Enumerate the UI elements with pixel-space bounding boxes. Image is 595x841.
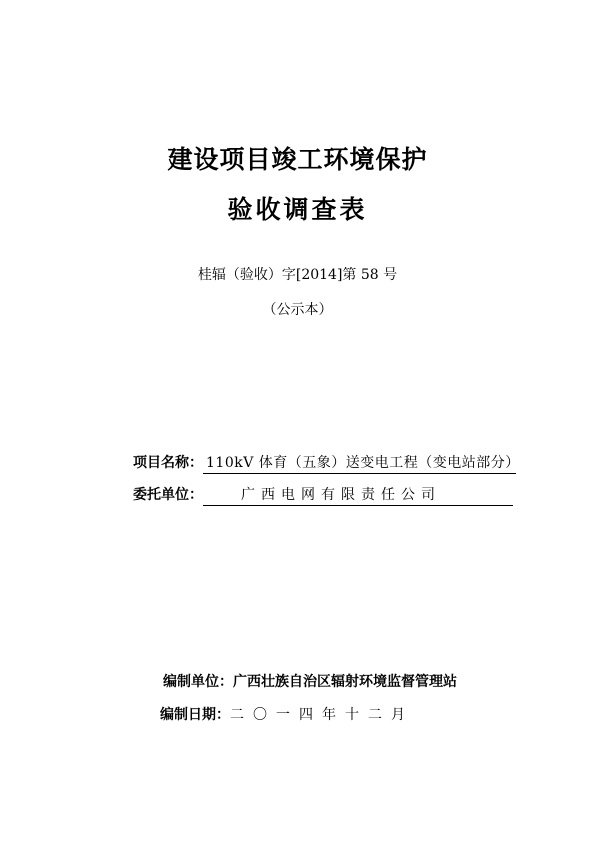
prepared-date-row <box>160 704 414 724</box>
project-name-row <box>133 452 520 472</box>
document-number: 桂辐（验收）字[2014]第 58 号 <box>197 267 398 283</box>
project-name-value: 110kV 体育（五象）送变电工程（变电站部分） <box>206 455 520 471</box>
project-name-field <box>203 452 520 474</box>
client-row <box>133 484 513 504</box>
prepared-by-value: 广西壮族自治区辐射环境监督管理站 <box>233 674 457 690</box>
public-copy-note: （公示本） <box>262 302 333 318</box>
prepared-by-label: 编制单位： <box>163 674 233 690</box>
client-value: 广西电网有限责任公司 <box>241 487 441 503</box>
prepared-date-value: 二〇一四年十二月 <box>230 707 414 723</box>
client-label: 委托单位： <box>133 487 203 503</box>
prepared-by-row <box>163 671 457 691</box>
document-title-line2: 验收调查表 <box>227 195 368 224</box>
prepared-date-label: 编制日期： <box>160 707 230 723</box>
document-title-line1: 建设项目竣工环境保护 <box>167 145 428 174</box>
client-field <box>203 484 513 506</box>
project-name-label: 项目名称： <box>133 455 203 471</box>
